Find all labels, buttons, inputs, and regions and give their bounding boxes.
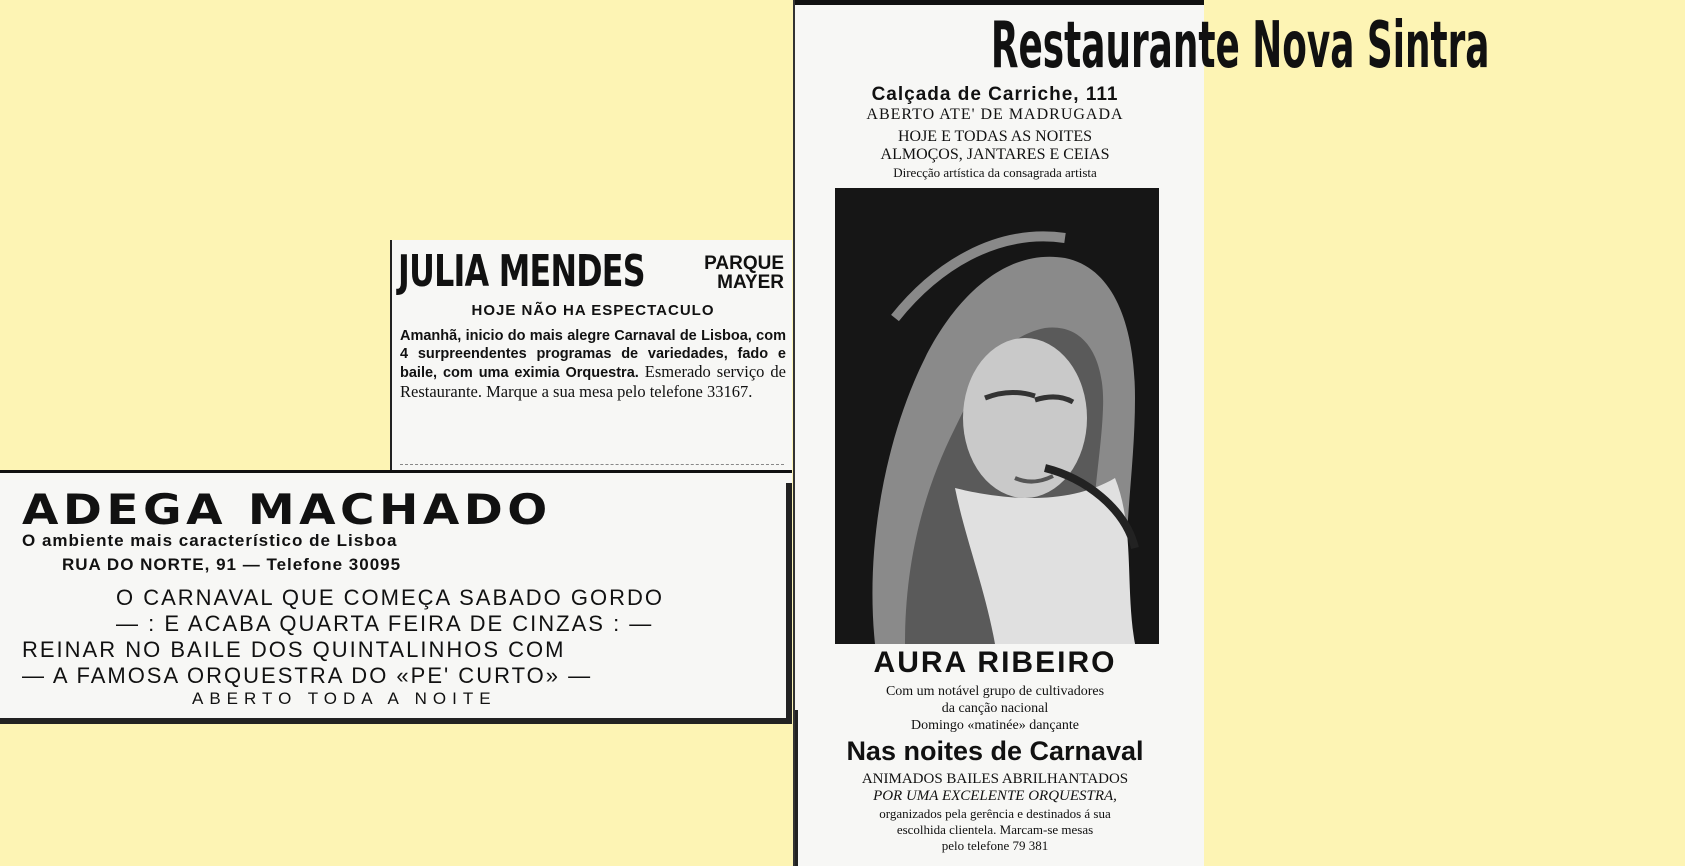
- sintra-phone: pelo telefone 79 381: [941, 838, 1049, 853]
- julia-mendes-ad: [390, 240, 792, 470]
- julia-venue-line2: MAYER: [717, 272, 784, 293]
- adega-line4: — A FAMOSA ORQUESTRA DO «PE' CURTO» —: [22, 663, 593, 688]
- adega-right-border: [786, 483, 792, 718]
- sintra-meals: ALMOÇOS, JANTARES E CEIAS: [880, 146, 1110, 163]
- sintra-hours: ABERTO ATE' DE MADRUGADA: [866, 106, 1124, 123]
- sintra-left-rule: [795, 710, 798, 866]
- julia-subtitle: HOJE NÃO HA ESPECTACULO: [471, 302, 715, 319]
- sintra-group-line2: da canção nacional: [941, 701, 1049, 716]
- sintra-group-line1: Com um notável grupo de cultivadores: [885, 684, 1105, 699]
- sintra-title-wrap: [795, 8, 1490, 84]
- sintra-tonight: HOJE E TODAS AS NOITES: [897, 128, 1093, 145]
- adega-machado-ad: [0, 470, 792, 724]
- sintra-organized: organizados pela gerência e destinados á sua: [879, 806, 1111, 821]
- adega-line3: REINAR NO BAILE DOS QUINTALINHOS COM: [22, 637, 566, 662]
- sintra-artist: AURA RIBEIRO: [873, 646, 1117, 679]
- sintra-direction: Direcção artística da consagrada artista: [893, 165, 1097, 180]
- sintra-carnival-heading: Nas noites de Carnaval: [846, 736, 1144, 766]
- artist-portrait-image: [835, 188, 1159, 644]
- artist-photo: [835, 188, 1159, 644]
- julia-divider: [400, 464, 784, 465]
- julia-title: JULIA MENDES: [398, 246, 645, 297]
- adega-address: RUA DO NORTE, 91 — Telefone 30095: [62, 555, 402, 574]
- julia-venue: [704, 254, 784, 292]
- julia-venue-line1: PARQUE: [704, 253, 784, 274]
- sintra-address: Calçada de Carriche, 111: [871, 84, 1119, 105]
- julia-body: [400, 328, 786, 402]
- adega-ambient: O ambiente mais característico de Lisboa: [22, 531, 398, 550]
- julia-body-bold: Amanhã, inicio do mais alegre Carnaval de Lisboa, com 4 surpreendentes programas de variedades, fado e baile, com uma eximia Orquestra.: [400, 328, 786, 381]
- julia-body-rest: Esmerado serviço de Restaurante. Marque a sua mesa pelo telefone 33167.: [400, 362, 786, 401]
- adega-line2: — : E ACABA QUARTA FEIRA DE CINZAS : —: [116, 611, 654, 636]
- sintra-sunday: Domingo «matinée» dançante: [911, 718, 1079, 733]
- sintra-balls-line1: ANIMADOS BAILES ABRILHANTADOS: [861, 771, 1129, 787]
- nova-sintra-ad: [793, 0, 1490, 866]
- adega-title: ADEGA MACHADO: [22, 485, 552, 534]
- adega-line1: O CARNAVAL QUE COMEÇA SABADO GORDO: [116, 585, 665, 610]
- sintra-balls-line2: POR UMA EXCELENTE ORQUESTRA,: [873, 788, 1117, 804]
- sintra-top-rule: [795, 0, 1204, 5]
- adega-line5: ABERTO TODA A NOITE: [192, 689, 497, 708]
- sintra-clientele: escolhida clientela. Marcam-se mesas: [896, 822, 1094, 837]
- sintra-title: Restaurante Nova Sintra: [990, 9, 1490, 83]
- julia-title-row: [398, 248, 788, 296]
